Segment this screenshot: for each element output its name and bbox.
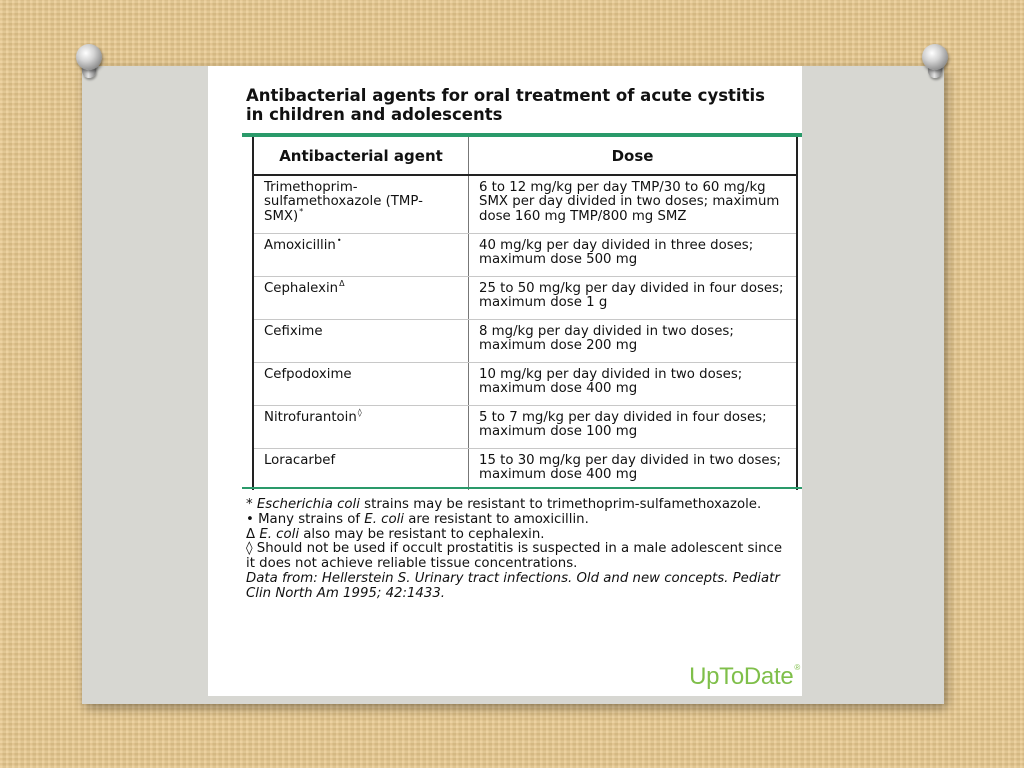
pushpin-icon [72, 42, 106, 82]
table-row [253, 276, 797, 319]
pushpin-head [922, 44, 948, 70]
footnote-text: * [246, 497, 257, 512]
dose-cell: 40 mg/kg per day divided in three doses; maximum dose 500 mg [469, 233, 798, 276]
agent-cell [253, 233, 469, 276]
table-row [253, 233, 797, 276]
table-bottom-divider [242, 487, 802, 489]
agent-name: Nitrofurantoin [264, 409, 357, 425]
dose-cell: 25 to 50 mg/kg per day divided in four doses; maximum dose 1 g [469, 276, 798, 319]
logo-text: UpToDate [689, 663, 794, 690]
organism-name: E. coli [259, 526, 300, 542]
footnote-marker: ◊ [357, 408, 362, 418]
agent-name: Loracarbef [264, 452, 336, 468]
uptodate-logo [689, 663, 800, 691]
agent-cell [253, 405, 469, 448]
footnote-amoxicillin [246, 513, 786, 528]
table-header-row [253, 137, 797, 175]
organism-name: E. coli [364, 511, 404, 527]
dose-cell: 6 to 12 mg/kg per day TMP/30 to 60 mg/kg SMX per day divided in two doses; maximum dose 160 mg TMP/800 mg SMZ [469, 175, 798, 233]
dose-cell: 15 to 30 mg/kg per day divided in two doses; maximum dose 400 mg [469, 448, 798, 490]
agent-cell [253, 276, 469, 319]
table-row [253, 362, 797, 405]
pushpin-icon [918, 42, 952, 82]
dose-cell: 10 mg/kg per day divided in two doses; maximum dose 400 mg [469, 362, 798, 405]
agent-cell [253, 319, 469, 362]
document-image [208, 66, 802, 696]
source-citation [246, 572, 786, 602]
registered-mark: ® [794, 663, 800, 672]
footnote-marker: • [336, 236, 342, 246]
table-row [253, 405, 797, 448]
agent-name: Cefixime [264, 323, 323, 339]
citation-text: Data from: Hellerstein S. Urinary tract infections. Old and new concepts. Pediatr Clin North Am 1995; 42:1433. [246, 570, 780, 601]
agent-name: Cephalexin [264, 280, 339, 296]
footnote-text: also may be resistant to cephalexin. [299, 526, 545, 542]
agent-cell [253, 448, 469, 490]
organism-name: Escherichia coli [256, 497, 360, 512]
table-row [253, 319, 797, 362]
footnote-text: Δ [246, 526, 260, 542]
column-header-dose: Dose [469, 137, 798, 175]
footnote-nitrofurantoin: ◊ Should not be used if occult prostatitis is suspected in a male adolescent since it does not achieve reliable tissue concentrations. [246, 541, 783, 572]
table-row [253, 175, 797, 233]
agent-cell [253, 362, 469, 405]
agent-name: Cefpodoxime [264, 366, 352, 382]
footnote-text: are resistant to amoxicillin. [404, 511, 589, 527]
footnote-marker: Δ [339, 279, 345, 289]
agent-name: Amoxicillin [264, 237, 336, 253]
column-header-agent: Antibacterial agent [253, 137, 469, 175]
footnote-tmp-smx [246, 498, 786, 513]
document-title: Antibacterial agents for oral treatment of acute cystitis in children and adolescents [246, 86, 765, 124]
footnotes [246, 498, 786, 602]
dose-cell: 8 mg/kg per day divided in two doses; maximum dose 200 mg [469, 319, 798, 362]
agent-cell [253, 175, 469, 233]
footnote-marker: * [299, 207, 304, 217]
pushpin-head [76, 44, 102, 70]
table-row [253, 448, 797, 490]
footnote-text: strains may be resistant to trimethoprim-sulfamethoxazole. [359, 497, 762, 512]
footnote-text: • Many strains of [246, 511, 365, 527]
dosing-table [252, 137, 798, 490]
agent-name: Trimethoprim-sulfamethoxazole (TMP-SMX) [264, 180, 423, 224]
dose-cell: 5 to 7 mg/kg per day divided in four doses; maximum dose 100 mg [469, 405, 798, 448]
footnote-cephalexin [246, 528, 786, 543]
